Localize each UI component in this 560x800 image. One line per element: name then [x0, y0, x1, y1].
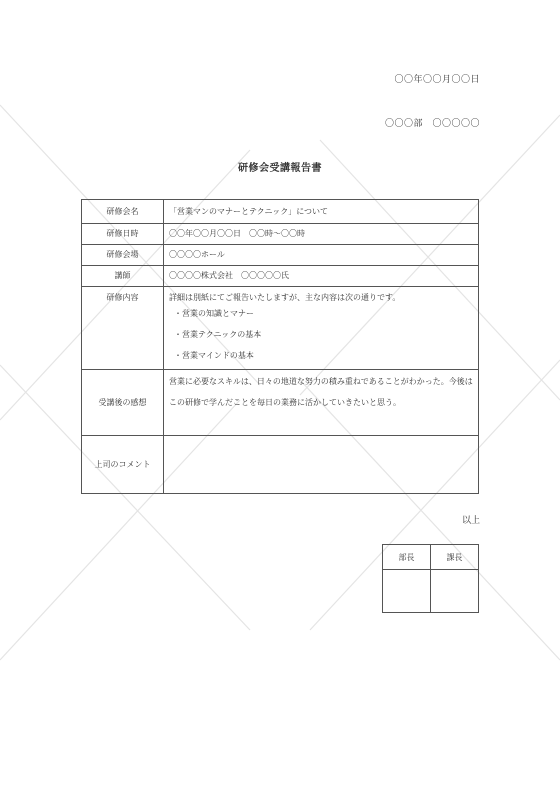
seminar-venue-value: 〇〇〇〇ホール	[164, 245, 479, 266]
impression-label: 受講後の感想	[82, 370, 164, 436]
content-list	[169, 303, 473, 366]
table-row	[82, 370, 479, 436]
stamp-box-director[interactable]	[383, 570, 431, 613]
impression-cell	[164, 370, 479, 436]
instructor-value: 〇〇〇〇株式会社 〇〇〇〇〇氏	[164, 266, 479, 287]
seminar-name-label: 研修会名	[82, 200, 164, 224]
stamp-box-manager[interactable]	[431, 570, 479, 613]
content-intro: 詳細は別紙にてご報告いたしますが、主な内容は次の通りです。	[169, 293, 401, 302]
list-item: ・営業テクニックの基本	[174, 329, 262, 339]
table-row	[82, 266, 479, 287]
table-row	[82, 245, 479, 266]
stamp-box-row	[383, 570, 479, 613]
boss-comment-field[interactable]	[164, 436, 479, 494]
page-title: 研修会受講報告書	[238, 163, 322, 174]
seminar-datetime-label: 研修日時	[82, 224, 164, 245]
stamp-header-row	[383, 545, 479, 570]
closing-text: 以上	[461, 516, 480, 526]
table-row	[82, 224, 479, 245]
list-item: ・営業の知識とマナー	[174, 308, 254, 318]
boss-comment-label: 上司のコメント	[82, 436, 164, 494]
report-table	[81, 199, 479, 494]
content-cell	[164, 287, 479, 370]
stamp-header-manager: 課長	[431, 545, 479, 570]
department-name: 〇〇〇部 〇〇〇〇〇	[384, 119, 480, 129]
content-label: 研修内容	[82, 287, 164, 370]
impression-text: 営業に必要なスキルは、日々の地道な努力の積み重ねであることがわかった。今後はこの研修で学んだことを毎日の業務に活かしていきたいと思う。	[169, 377, 473, 407]
approval-stamp-table	[382, 544, 479, 613]
report-date: 〇〇年〇〇月〇〇日	[394, 75, 480, 85]
table-row	[82, 200, 479, 224]
list-item: ・営業マインドの基本	[174, 350, 254, 360]
table-row	[82, 436, 479, 494]
seminar-datetime-value: 〇〇年〇〇月〇〇日 〇〇時〜〇〇時	[164, 224, 479, 245]
stamp-header-director: 部長	[383, 545, 431, 570]
instructor-label: 講師	[82, 266, 164, 287]
table-row	[82, 287, 479, 370]
seminar-venue-label: 研修会場	[82, 245, 164, 266]
seminar-name-value: 「営業マンのマナーとテクニック」について	[164, 200, 479, 224]
